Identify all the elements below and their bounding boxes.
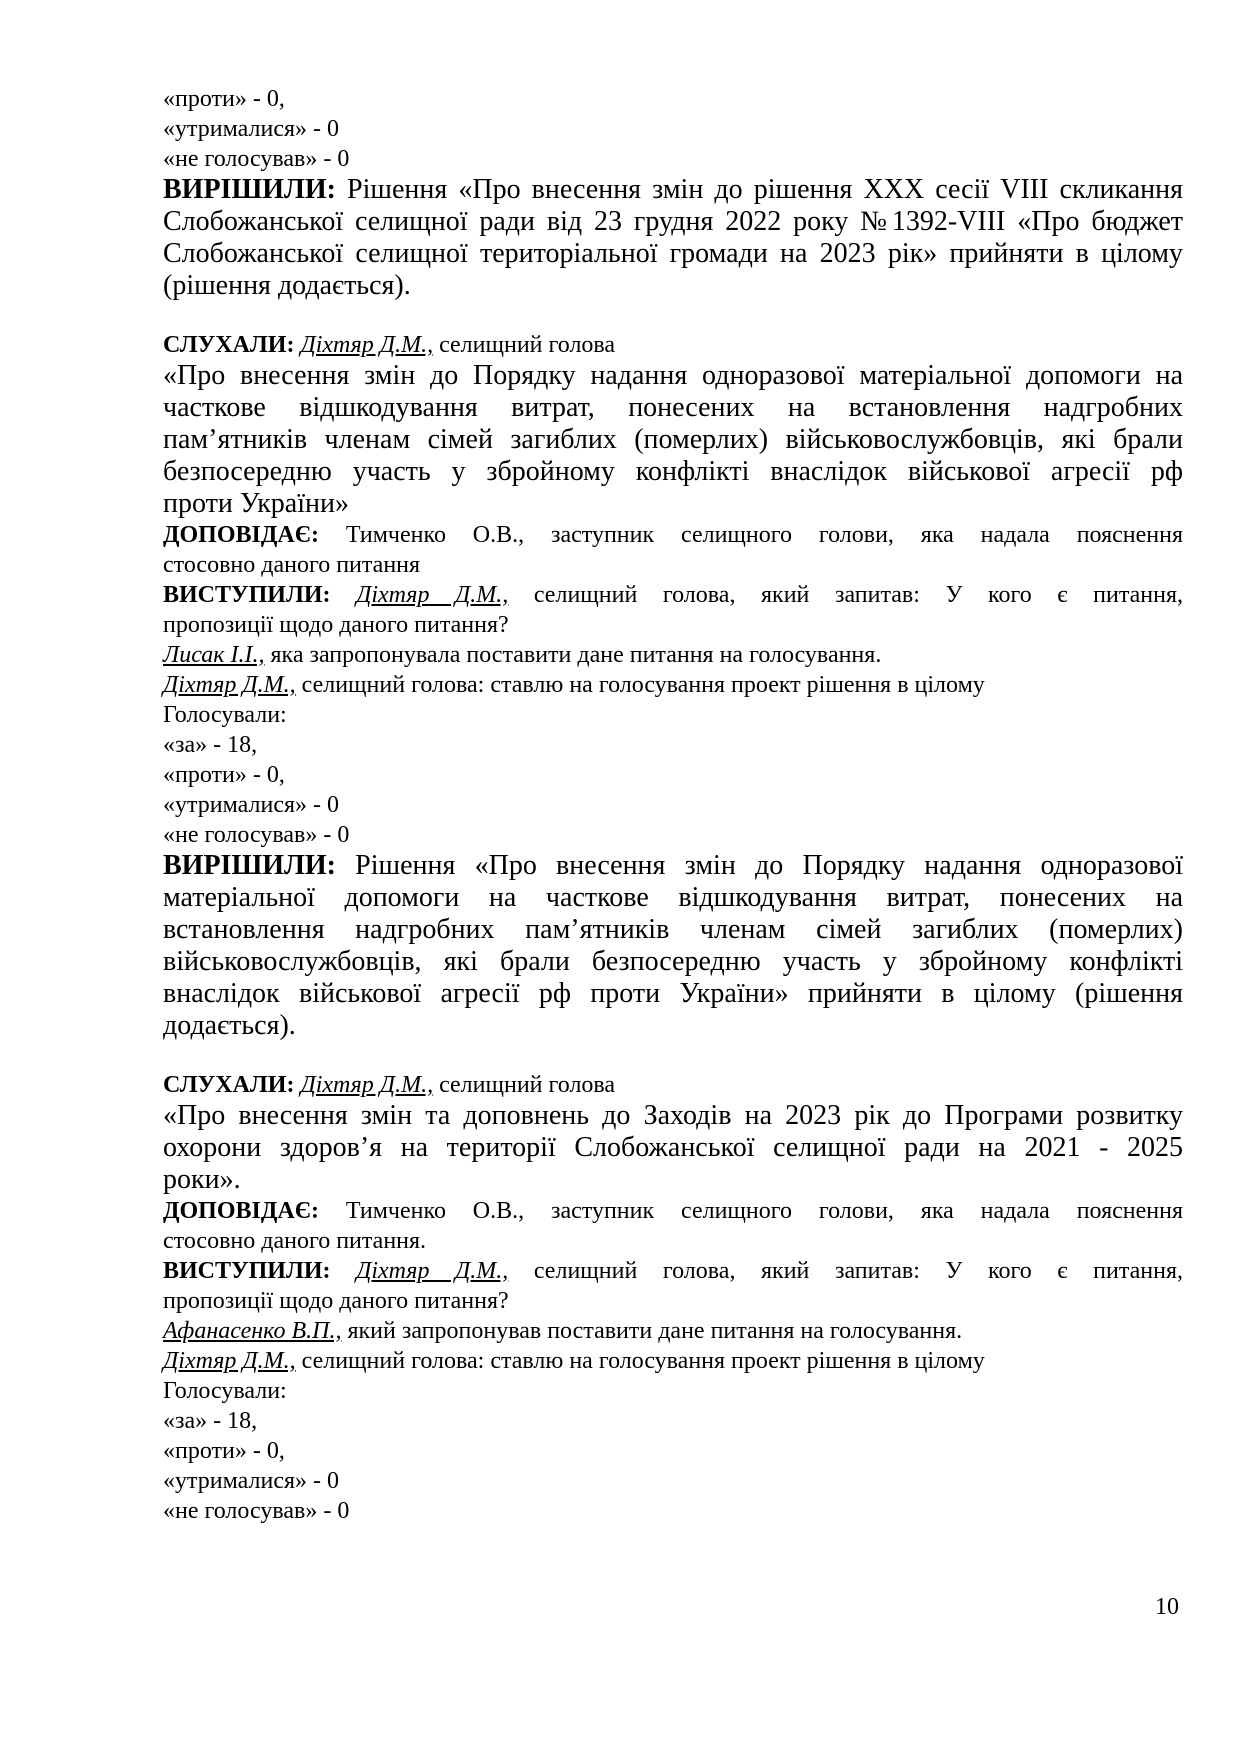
spoke-label: ВИСТУПИЛИ: <box>163 1258 331 1284</box>
page-number: 10 <box>1155 1594 1179 1620</box>
decision-line: (рішення додається). <box>163 270 411 301</box>
proposer-name: Афанасенко В.П., <box>163 1318 342 1344</box>
speaker-role: селищний голова <box>433 332 616 358</box>
topic-line: пам’ятників членам сімей загиблих (померлих) військовослужбовців, які брали <box>163 424 1183 455</box>
topic-line: часткове відшкодування витрат, понесених на встановлення надгробних <box>163 392 1183 423</box>
reports-label: ДОПОВІДАЄ: <box>163 522 319 548</box>
vote-abstained: «утрималися» - 0 <box>163 792 340 818</box>
decision-line <box>163 174 1183 206</box>
reports-line: ДОПОВІДАЄ: Тимченко О.В., заступник селищного голови, яка надала пояснення <box>163 1198 1183 1224</box>
decision-line: встановлення надгробних пам’ятників членам сімей загиблих (померлих) <box>163 914 1183 945</box>
chair-name: Діхтяр Д.М., <box>163 672 296 698</box>
chair-line: Діхтяр Д.М., селищний голова: ставлю на голосування проект рішення в цілому <box>163 672 985 698</box>
decision-line: ВИРІШИЛИ: Рішення «Про внесення змін до Порядку надання одноразової <box>163 850 1183 881</box>
vote-against: «проти» - 0, <box>163 86 285 112</box>
reports-line: стосовно даного питання <box>163 552 421 578</box>
topic-line: охорони здоров’я на території Слобожанської селищної ради на 2021 - 2025 <box>163 1132 1183 1163</box>
voted-label: Голосували: <box>163 1378 287 1404</box>
vote-for: «за» - 18, <box>163 732 258 758</box>
spoke-line: ВИСТУПИЛИ: Діхтяр Д.М., селищний голова, який запитав: У кого є питання, <box>163 582 1183 608</box>
spoke-label: ВИСТУПИЛИ: <box>163 582 331 608</box>
chair-line: Діхтяр Д.М., селищний голова: ставлю на голосування проект рішення в цілому <box>163 1348 985 1374</box>
decision-line: Слобожанської селищної ради від 23 грудня 2022 року №1392-VIII «Про бюджет <box>163 206 1183 237</box>
decision-line: матеріальної допомоги на часткове відшкодування витрат, понесених на <box>163 882 1183 913</box>
topic-line: «Про внесення змін та доповнень до Заходів на 2023 рік до Програми розвитку <box>163 1100 1183 1131</box>
voted-label: Голосували: <box>163 702 287 728</box>
topic-line: «Про внесення змін до Порядку надання одноразової матеріальної допомоги на <box>163 360 1183 391</box>
decision-line: Слобожанської селищної територіальної громади на 2023 рік» прийняти в цілому <box>163 238 1183 269</box>
reports-label: ДОПОВІДАЄ: <box>163 1198 319 1224</box>
speaker-name: Діхтяр Д.М., <box>356 1258 509 1284</box>
vote-abstained: «утрималися» - 0 <box>163 116 340 142</box>
vote-not-voted: «не голосував» - 0 <box>163 146 350 172</box>
reports-line: стосовно даного питання. <box>163 1228 427 1254</box>
chair-name: Діхтяр Д.М., <box>163 1348 296 1374</box>
reports-line: ДОПОВІДАЄ: Тимченко О.В., заступник селищного голови, яка надала пояснення <box>163 522 1183 548</box>
vote-not-voted: «не голосував» - 0 <box>163 822 350 848</box>
topic-line: проти України» <box>163 488 349 519</box>
spoke-line: ВИСТУПИЛИ: Діхтяр Д.М., селищний голова, який запитав: У кого є питання, <box>163 1258 1183 1284</box>
vote-for: «за» - 18, <box>163 1408 258 1434</box>
document-page <box>163 84 1183 1526</box>
topic-line: безпосередню участь у збройному конфлікті внаслідок військової агресії рф <box>163 456 1183 487</box>
vote-against: «проти» - 0, <box>163 1438 285 1464</box>
vote-not-voted: «не голосував» - 0 <box>163 1498 350 1524</box>
heard-label: СЛУХАЛИ: <box>163 332 295 358</box>
heard-label: СЛУХАЛИ: <box>163 1072 295 1098</box>
proposer-line: Лисак І.І., яка запропонувала поставити дане питання на голосування. <box>163 642 882 668</box>
speaker-name: Діхтяр Д.М., <box>356 582 509 608</box>
vote-against: «проти» - 0, <box>163 762 285 788</box>
vote-abstained: «утрималися» - 0 <box>163 1468 340 1494</box>
decided-label: ВИРІШИЛИ: <box>163 174 336 205</box>
decision-line: внаслідок військової агресії рф проти України» прийняти в цілому (рішення <box>163 978 1183 1009</box>
proposer-name: Лисак І.І., <box>163 642 265 668</box>
decided-label: ВИРІШИЛИ: <box>163 850 336 881</box>
speaker-name: Діхтяр Д.М., <box>300 332 434 358</box>
heard-line <box>163 1070 1183 1100</box>
decision-text: Рішення «Про внесення змін до рішення XXX сесії VIII скликання <box>335 174 1183 205</box>
spoke-line: пропозиції щодо даного питання? <box>163 1288 509 1314</box>
decision-line: додається). <box>163 1010 296 1041</box>
decision-line: військовослужбовців, які брали безпосередню участь у збройному конфлікті <box>163 946 1183 977</box>
topic-line: роки». <box>163 1164 241 1195</box>
speaker-role: селищний голова <box>433 1072 616 1098</box>
proposer-line: Афанасенко В.П., який запропонував поставити дане питання на голосування. <box>163 1318 963 1344</box>
speaker-name: Діхтяр Д.М., <box>300 1072 434 1098</box>
heard-line <box>163 330 1183 360</box>
spoke-line: пропозиції щодо даного питання? <box>163 612 509 638</box>
